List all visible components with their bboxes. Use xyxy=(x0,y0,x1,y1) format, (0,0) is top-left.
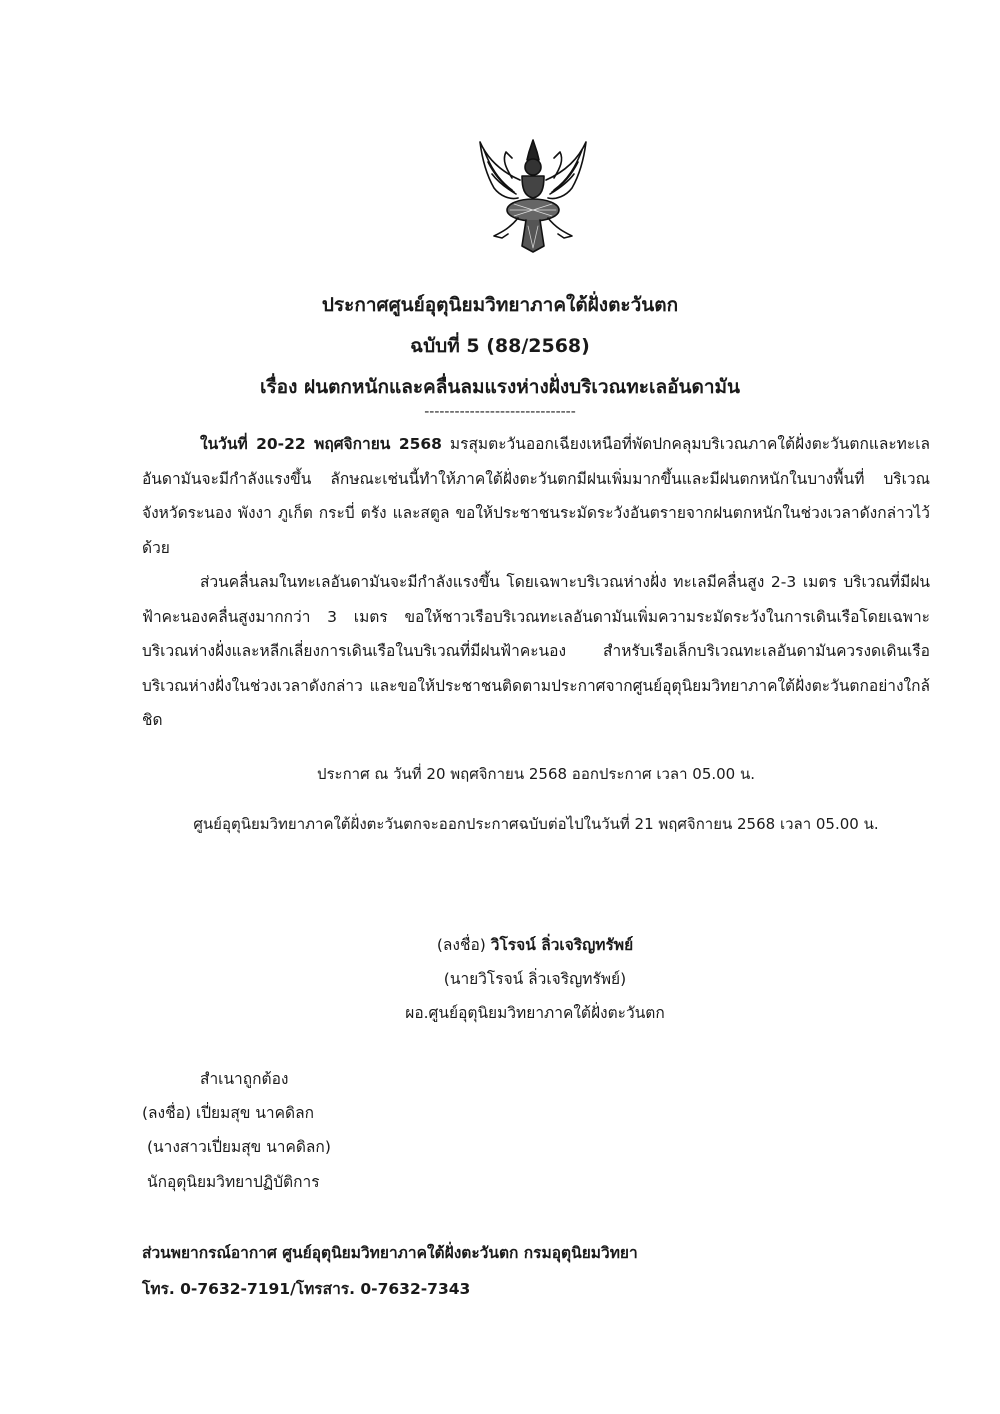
signatory-full-name: (นายวิโรจน์ ลิ่วเจริญทรัพย์) xyxy=(443,970,627,988)
paragraph-wave-forecast xyxy=(142,565,930,738)
signature-prefix: (ลงชื่อ) xyxy=(436,936,491,954)
announcement-date: ประกาศ ณ วันที่ 20 พฤศจิกายน 2568 ออกประกาศ เวลา 05.00 น. xyxy=(316,765,756,783)
paragraph-rain-forecast xyxy=(142,427,930,565)
forecast-date-range: ในวันที่ 20-22 พฤศจิกายน 2568 xyxy=(200,435,442,453)
signature-line xyxy=(0,932,1000,957)
signatory-name: วิโรจน์ ลิ่วเจริญทรัพย์ xyxy=(490,936,634,954)
dashed-divider: ------------------------------ xyxy=(424,404,576,420)
paragraph-wave-text: ส่วนคลื่นลมในทะเลอันดามันจะมีกำลังแรงขึ้น โดยเฉพาะบริเวณห่างฝั่ง ทะเลมีคลื่นสูง 2-3 เมตร บริเวณที่มีฝนฟ้าคะนองคลื่นสูงมากกว่า 3 เมตร ขอให้ชาวเรือบริเวณทะเลอันดามันเพิ่มความระมัดระวังในการเดินเรือโดยเฉพาะบริเวณห่างฝั่งและหลีกเลี่ยงการเดินเรือในบริเวณที่มีฝนฟ้าคะนอง สำหรับเรือเล็กบริเวณทะเลอันดามันควรงดเดินเรือบริเวณห่างฝั่งในช่วงเวลาดังกล่าว และขอให้ประชาชนติดตามประกาศจากศูนย์อุตุนิยมวิทยาภาคใต้ฝั่งตะวันตกอย่างใกล้ชิด xyxy=(142,573,930,729)
certified-copy-signed: (ลงชื่อ) เปี่ยมสุข นาคดิลก xyxy=(142,1104,314,1122)
signatory-position: ผอ.ศูนย์อุตุนิยมวิทยาภาคใต้ฝั่งตะวันตก xyxy=(405,1004,665,1022)
garuda-emblem-icon xyxy=(472,136,594,254)
paragraph-rain-text: มรสุมตะวันออกเฉียงเหนือที่พัดปกคลุมบริเวณภาคใต้ฝั่งตะวันตกและทะเลอันดามันจะมีกำลังแรงขึ้น ลักษณะเช่นนี้ทำให้ภาคใต้ฝั่งตะวันตกมีฝนเพิ่มมากขึ้นและมีฝนตกหนักในบางพื้นที่ บริเวณจังหวัดระนอง พังงา ภูเก็ต กระบี่ ตรัง และสตูล ขอให้ประชาชนระมัดระวังอันตรายจากฝนตกหนักในช่วงเวลาดังกล่าวไว้ด้วย xyxy=(142,435,930,557)
certified-copy-position: นักอุตุนิยมวิทยาปฏิบัติการ xyxy=(147,1173,320,1191)
footer-department: ส่วนพยากรณ์อากาศ ศูนย์อุตุนิยมวิทยาภาคใต้ฝั่งตะวันตก กรมอุตุนิยมวิทยา xyxy=(142,1244,638,1262)
issue-number: ฉบับที่ 5 (88/2568) xyxy=(410,335,590,357)
next-issue-notice: ศูนย์อุตุนิยมวิทยาภาคใต้ฝั่งตะวันตกจะออกประกาศฉบับต่อไปในวันที่ 21 พฤศจิกายน 2568 เวลา 05.00 น. xyxy=(193,815,879,833)
certified-copy-full-name: (นางสาวเปี่ยมสุข นาคดิลก) xyxy=(147,1138,331,1156)
subject-line: เรื่อง ฝนตกหนักและคลื่นลมแรงห่างฝั่งบริเวณทะเลอันดามัน xyxy=(259,376,741,398)
footer-contact: โทร. 0-7632-7191/โทรสาร. 0-7632-7343 xyxy=(142,1280,471,1298)
announcement-title: ประกาศศูนย์อุตุนิยมวิทยาภาคใต้ฝั่งตะวันตก xyxy=(321,294,679,316)
certified-copy-label: สำเนาถูกต้อง xyxy=(200,1070,289,1088)
